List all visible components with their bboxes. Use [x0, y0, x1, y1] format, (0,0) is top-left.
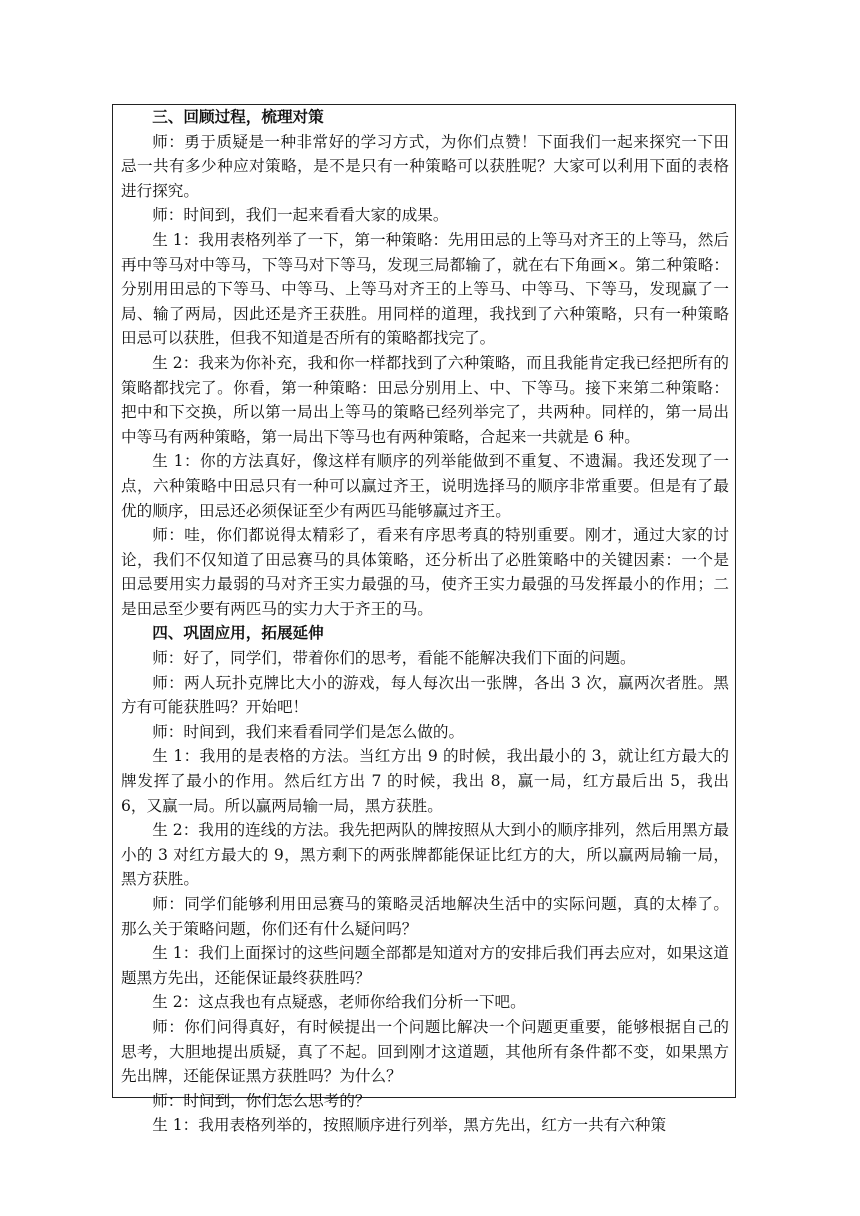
paragraph: 师：勇于质疑是一种非常好的学习方式，为你们点赞！下面我们一起来探究一下田忌一共有多少种应对策略，是不是只有一种策略可以获胜呢？大家可以利用下面的表格进行探究。	[121, 132, 729, 200]
paragraph: 生 1：我用表格列举的，按照顺序进行列举，黑方先出，红方一共有六种策	[152, 1116, 667, 1135]
paragraph: 生 1：我们上面探讨的这些问题全部都是知道对方的安排后我们再去应对，如果这道题黑方先出，还能保证最终获胜吗？	[121, 944, 729, 987]
paragraph: 师：你们问得真好，有时候提出一个问题比解决一个问题更重要，能够根据自己的思考，大胆地提出质疑，真了不起。回到刚才这道题，其他所有条件都不变，如果黑方先出牌，还能保证黑方获胜吗？为什么？	[121, 1017, 729, 1086]
paragraph: 师：时间到，我们来看看同学们是怎么做的。	[152, 722, 465, 741]
paragraph: 生 2：我用的连线的方法。我先把两队的牌按照从大到小的顺序排列，然后用黑方最小的 3 对红方最大的 9，黑方剩下的两张牌都能保证比红方的大，所以赢两局输一局，黑方获胜。	[121, 821, 729, 889]
section-heading: 四、巩固应用，拓展延伸	[152, 624, 324, 643]
paragraph: 生 1：你的方法真好，像这样有顺序的列举能做到不重复、不遗漏。我还发现了一点，六种策略中田忌只有一种可以赢过齐王，说明选择马的顺序非常重要。但是有了最优的顺序，田忌还必须保证至少有两匹马能够赢过齐王。	[121, 452, 729, 520]
paragraph: 师：时间到，我们一起来看看大家的成果。	[152, 206, 449, 225]
paragraph: 师：时间到，你们怎么思考的？	[152, 1091, 371, 1110]
paragraph: 师：好了，同学们，带着你们的思考，看能不能解决我们下面的问题。	[152, 649, 636, 668]
paragraph: 生 1：我用的是表格的方法。当红方出 9 的时候，我出最小的 3，就让红方最大的牌发挥了最小的作用。然后红方出 7 的时候，我出 8，赢一局，红方最后出 5，我出 6，又赢一局。所以赢两局输一局，黑方获胜。	[121, 747, 729, 815]
paragraph: 生 1：我用表格列举了一下，第一种策略：先用田忌的上等马对齐王的上等马，然后再中等马对中等马，下等马对下等马，发现三局都输了，就在右下角画×。第二种策略：分别用田忌的下等马、中等马、上等马对齐王的上等马、中等马、下等马，发现赢了一局、输了两局，因此还是齐王获胜。用同样的道理，我找到了六种策略，只有一种策略田忌可以获胜，但我不知道是否所有的策略都找完了。	[121, 230, 729, 348]
paragraph: 生 2：这点我也有点疑惑，老师你给我们分析一下吧。	[152, 993, 526, 1012]
document-body	[121, 105, 729, 1138]
paragraph: 生 2：我来为你补充，我和你一样都找到了六种策略，而且我能肯定我已经把所有的策略都找完了。你看，第一种策略：田忌分别用上、中、下等马。接下来第二种策略：把中和下交换，所以第一局出上等马的策略已经列举完了，共两种。同样的，第一局出中等马有两种策略，第一局出下等马也有两种策略，合起来一共就是 6 种。	[121, 353, 729, 446]
paragraph: 师：哇，你们都说得太精彩了，看来有序思考真的特别重要。刚才，通过大家的讨论，我们不仅知道了田忌赛马的具体策略，还分析出了必胜策略中的关键因素：一个是田忌要用实力最弱的马对齐王实力最强的马，使齐王实力最强的马发挥最小的作用；二是田忌至少要有两匹马的实力大于齐王的马。	[121, 526, 729, 618]
section-heading: 三、回顾过程，梳理对策	[152, 108, 324, 126]
document-frame	[112, 104, 736, 1135]
paragraph: 师：同学们能够利用田忌赛马的策略灵活地解决生活中的实际问题，真的太棒了。那么关于策略问题，你们还有什么疑问吗？	[121, 895, 729, 938]
paragraph: 师：两人玩扑克牌比大小的游戏，每人每次出一张牌，各出 3 次，赢两次者胜。黑方有可能获胜吗？开始吧！	[121, 673, 729, 717]
